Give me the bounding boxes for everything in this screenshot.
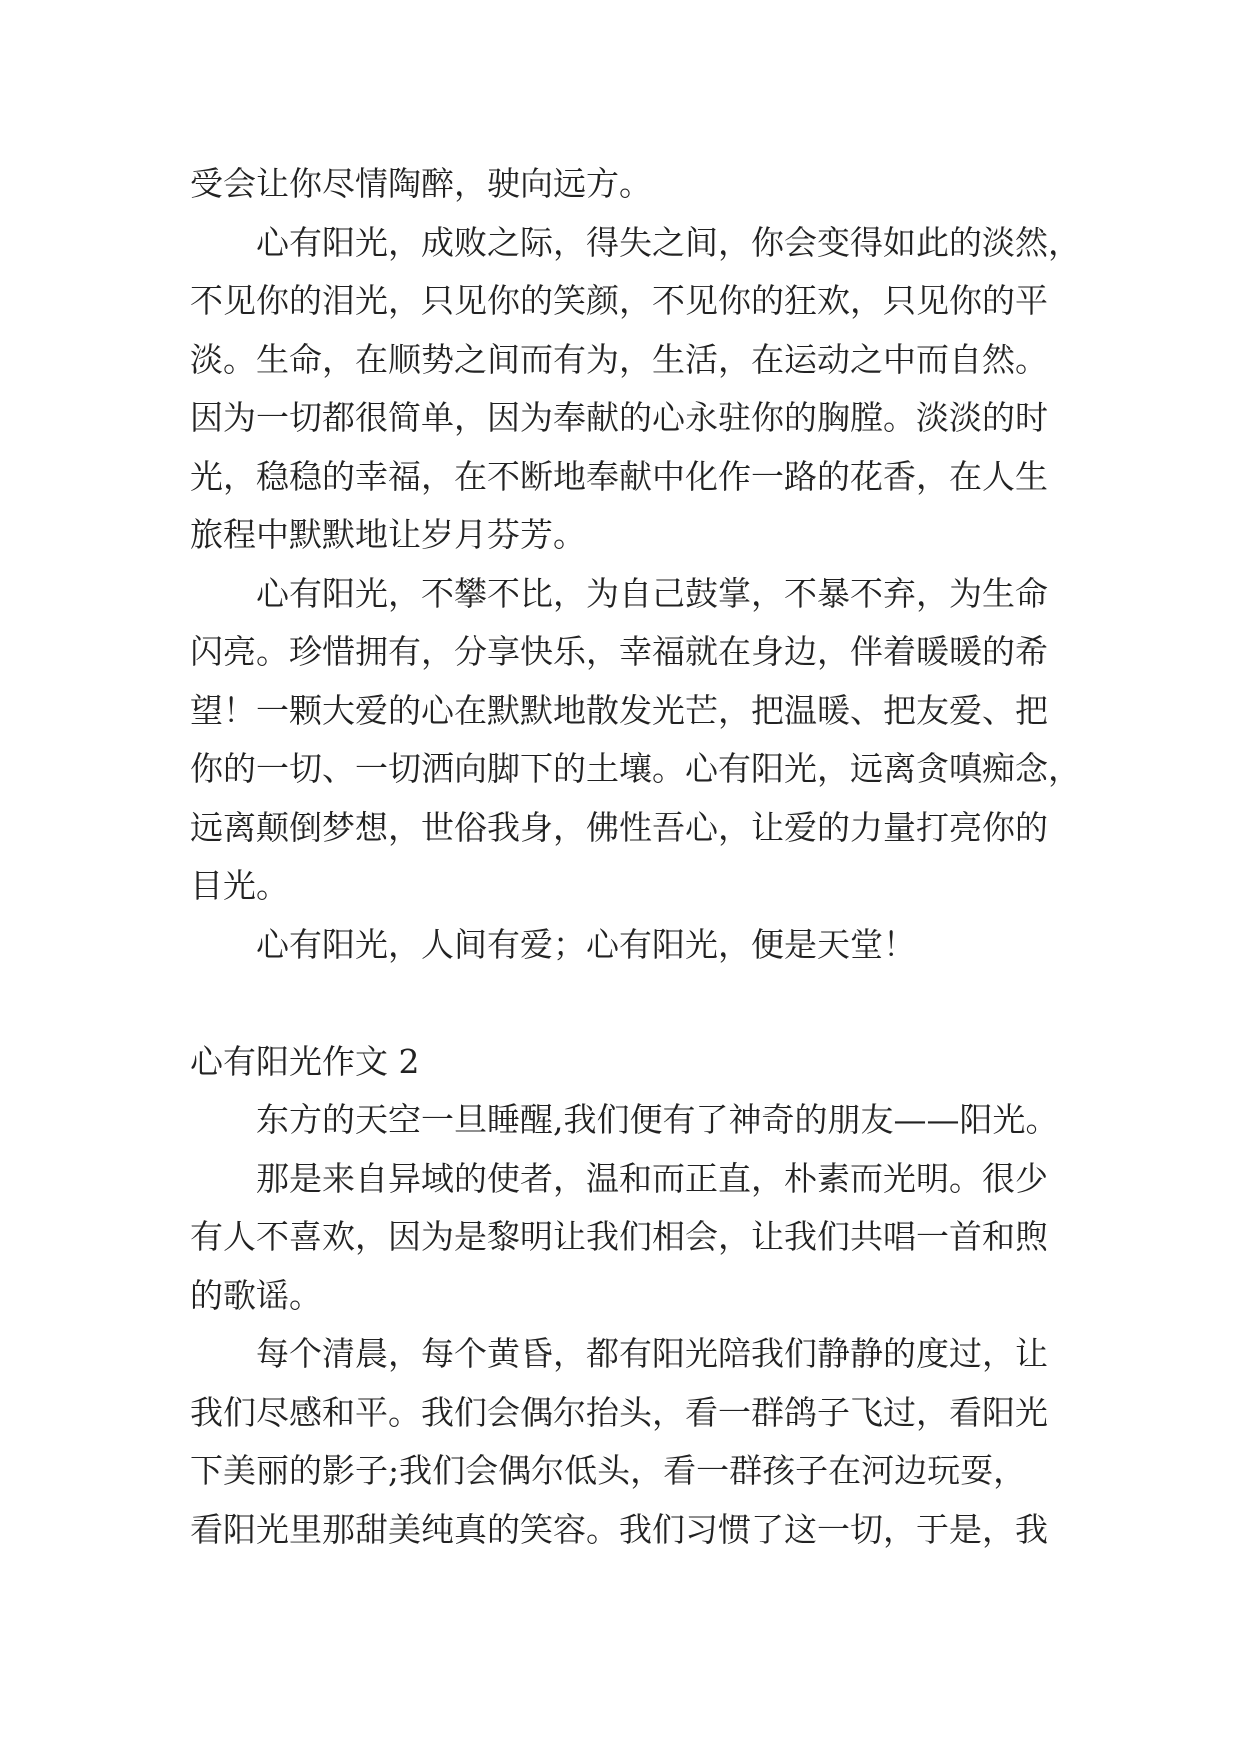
text-line: 远离颠倒梦想，世俗我身，佛性吾心，让爱的力量打亮你的 [190, 807, 1048, 847]
text-line: 闪亮。珍惜拥有，分享快乐，幸福就在身边，伴着暖暖的希 [190, 632, 1048, 671]
text-line: 你的一切、一切洒向脚下的土壤。心有阳光，远离贪嗔痴念， [190, 749, 1081, 788]
document-body [190, 155, 1090, 1559]
text-line: 淡。生命，在顺势之间而有为，生活，在运动之中而自然。 [190, 339, 1048, 379]
text-line: 不见你的泪光，只见你的笑颜，不见你的狂欢，只见你的平 [190, 281, 1048, 320]
text-line: 因为一切都很简单，因为奉献的心永驻你的胸膛。淡淡的时 [190, 398, 1048, 437]
text-line: 受会让你尽情陶醉，驶向远方。 [190, 164, 652, 203]
text-line: 光，稳稳的幸福，在不断地奉献中化作一路的花香，在人生 [190, 456, 1048, 496]
text-line: 心有阳光，人间有爱；心有阳光，便是天堂！ [256, 924, 916, 964]
text-line: 东方的天空一旦睡醒,我们便有了神奇的朋友——阳光。 [256, 1100, 1059, 1139]
paragraph [190, 1150, 1090, 1326]
text-line: 旅程中默默地让岁月芬芳。 [190, 515, 586, 554]
text-line: 每个清晨，每个黄昏，都有阳光陪我们静静的度过，让 [256, 1334, 1048, 1373]
paragraph [190, 155, 1090, 214]
paragraph [190, 214, 1090, 565]
text-line: 心有阳光，不攀不比，为自己鼓掌，不暴不弃，为生命 [256, 573, 1048, 613]
text-line: 下美丽的影子;我们会偶尔低头，看一群孩子在河边玩耍， [190, 1451, 1027, 1490]
text-line: 看阳光里那甜美纯真的笑容。我们习惯了这一切，于是，我 [190, 1509, 1048, 1549]
text-line: 那是来自异域的使者，温和而正直，朴素而光明。很少 [256, 1158, 1048, 1198]
blank-line [190, 974, 1090, 1033]
text-line: 的歌谣。 [190, 1275, 322, 1315]
paragraph [190, 916, 1090, 975]
text-line: 望！一颗大爱的心在默默地散发光芒，把温暖、把友爱、把 [190, 690, 1048, 730]
section-title: 心有阳光作文 2 [190, 1041, 420, 1081]
paragraph [190, 1091, 1090, 1150]
paragraph [190, 565, 1090, 916]
text-line: 有人不喜欢，因为是黎明让我们相会，让我们共唱一首和煦 [190, 1217, 1048, 1256]
text-line: 目光。 [190, 866, 289, 905]
text-line: 我们尽感和平。我们会偶尔抬头，看一群鸽子飞过，看阳光 [190, 1392, 1048, 1432]
text-line: 心有阳光，成败之际，得失之间，你会变得如此的淡然， [256, 222, 1081, 262]
paragraph [190, 1325, 1090, 1559]
